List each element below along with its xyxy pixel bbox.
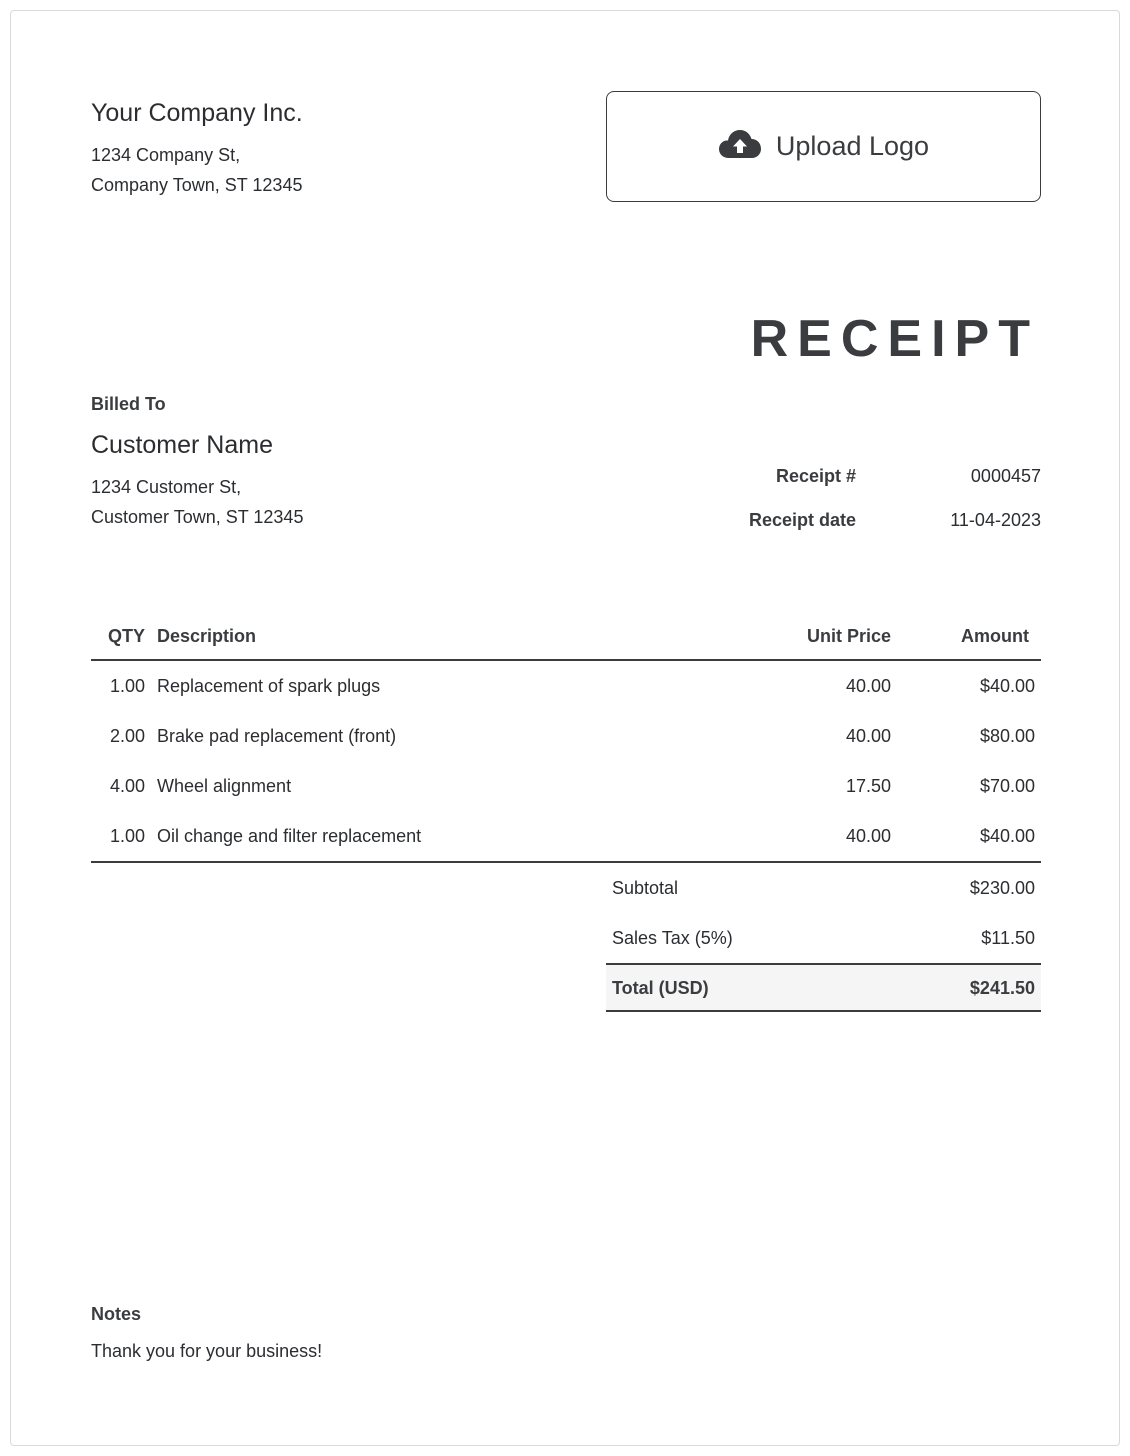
cloud-upload-icon bbox=[718, 128, 762, 165]
receipt-number-value[interactable]: 0000457 bbox=[970, 466, 1041, 486]
row-unit-price[interactable]: 40.00 bbox=[845, 826, 891, 846]
row-description[interactable]: Wheel alignment bbox=[157, 776, 292, 796]
header-description: Description bbox=[157, 626, 257, 646]
receipt-page bbox=[10, 10, 1120, 1446]
total-value: $241.50 bbox=[969, 978, 1035, 998]
row-amount: $40.00 bbox=[979, 676, 1035, 696]
tax-label[interactable]: Sales Tax (5%) bbox=[612, 928, 733, 948]
items-table-body bbox=[91, 661, 1041, 863]
row-qty[interactable]: 1.00 bbox=[109, 826, 145, 846]
company-address-line2[interactable]: Company Town, ST 12345 bbox=[91, 175, 303, 195]
billed-to-label: Billed To bbox=[91, 394, 166, 414]
header-unit-price: Unit Price bbox=[806, 626, 891, 646]
row-description[interactable]: Oil change and filter replacement bbox=[157, 826, 422, 846]
table-row bbox=[91, 761, 1041, 811]
table-row bbox=[91, 661, 1041, 711]
subtotal-row bbox=[606, 863, 1041, 913]
table-row bbox=[91, 711, 1041, 761]
tax-row bbox=[606, 913, 1041, 963]
receipt-date-label: Receipt date bbox=[748, 510, 856, 530]
row-qty[interactable]: 4.00 bbox=[109, 776, 145, 796]
notes-label: Notes bbox=[91, 1304, 142, 1324]
document-title: RECEIPT bbox=[750, 310, 1039, 368]
header-qty: QTY bbox=[107, 626, 145, 646]
customer-address-line2[interactable]: Customer Town, ST 12345 bbox=[91, 507, 304, 527]
items-table-header bbox=[91, 611, 1041, 661]
row-qty[interactable]: 2.00 bbox=[109, 726, 145, 746]
row-description[interactable]: Brake pad replacement (front) bbox=[157, 726, 397, 746]
total-row bbox=[606, 963, 1041, 1012]
company-address-line1[interactable]: 1234 Company St, bbox=[91, 145, 241, 165]
row-amount: $40.00 bbox=[979, 826, 1035, 846]
row-amount: $80.00 bbox=[979, 726, 1035, 746]
upload-logo-label: Upload Logo bbox=[775, 131, 930, 161]
table-row bbox=[91, 811, 1041, 861]
notes-text[interactable]: Thank you for your business! bbox=[91, 1341, 323, 1361]
row-qty[interactable]: 1.00 bbox=[109, 676, 145, 696]
customer-name[interactable]: Customer Name bbox=[91, 431, 273, 459]
tax-value: $11.50 bbox=[981, 928, 1035, 948]
header-amount: Amount bbox=[961, 626, 1029, 646]
customer-address-line1[interactable]: 1234 Customer St, bbox=[91, 477, 242, 497]
subtotal-value: $230.00 bbox=[969, 878, 1035, 898]
receipt-number-label: Receipt # bbox=[775, 466, 856, 486]
upload-logo-button[interactable] bbox=[606, 91, 1041, 202]
total-label: Total (USD) bbox=[612, 978, 709, 998]
row-unit-price[interactable]: 40.00 bbox=[845, 726, 891, 746]
row-unit-price[interactable]: 40.00 bbox=[845, 676, 891, 696]
receipt-date-value[interactable]: 11-04-2023 bbox=[950, 510, 1041, 530]
subtotal-label: Subtotal bbox=[612, 878, 679, 898]
row-description[interactable]: Replacement of spark plugs bbox=[157, 676, 381, 696]
row-amount: $70.00 bbox=[979, 776, 1035, 796]
totals-section bbox=[606, 863, 1041, 1012]
row-unit-price[interactable]: 17.50 bbox=[845, 776, 891, 796]
items-table bbox=[91, 611, 1041, 863]
company-name[interactable]: Your Company Inc. bbox=[91, 99, 303, 127]
